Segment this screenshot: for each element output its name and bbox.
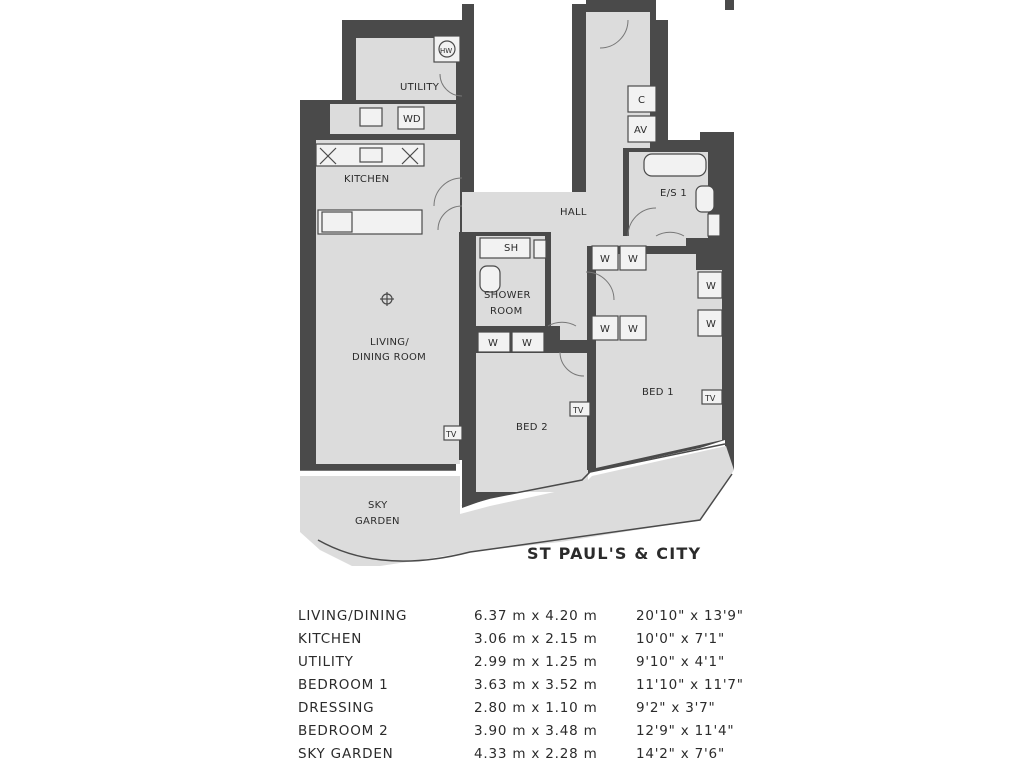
living-label-1: LIVING/ — [370, 337, 410, 348]
shower-room-label-2: ROOM — [490, 306, 523, 317]
w-label: W — [628, 324, 638, 335]
w-label: W — [706, 319, 716, 330]
room-metric-size: 6.37 m x 4.20 m — [474, 608, 598, 624]
shower-wc — [480, 266, 500, 292]
room-row — [298, 606, 758, 629]
utility-label: UTILITY — [400, 82, 440, 93]
room-imperial-size: 14'2" x 7'6" — [636, 746, 725, 762]
room-name: UTILITY — [298, 654, 354, 670]
room-metric-size: 4.33 m x 2.28 m — [474, 746, 598, 762]
room-metric-size: 2.80 m x 1.10 m — [474, 700, 598, 716]
room-name: BEDROOM 1 — [298, 677, 389, 693]
room-imperial-size: 11'10" x 11'7" — [636, 677, 744, 693]
ensuite-basin — [708, 214, 720, 236]
room-imperial-size: 9'2" x 3'7" — [636, 700, 716, 716]
tv-label: TV — [446, 430, 457, 439]
room-row — [298, 698, 758, 721]
tv-label: TV — [705, 394, 716, 403]
room-name: LIVING/DINING — [298, 608, 408, 624]
room-row — [298, 721, 758, 744]
floor-areas — [300, 12, 734, 566]
room-name: DRESSING — [298, 700, 375, 716]
w-label: W — [600, 324, 610, 335]
room-imperial-size: 20'10" x 13'9" — [636, 608, 744, 624]
hob-icon — [322, 212, 352, 232]
room-name: KITCHEN — [298, 631, 363, 647]
kitchen-living — [316, 140, 460, 464]
sky-garden-label-2: GARDEN — [355, 516, 400, 527]
bed1-label: BED 1 — [642, 387, 674, 398]
w-label: W — [488, 338, 498, 349]
w-label: W — [628, 254, 638, 265]
room-imperial-size: 9'10" x 4'1" — [636, 654, 725, 670]
room-row — [298, 744, 758, 767]
room-imperial-size: 12'9" x 11'4" — [636, 723, 735, 739]
room-metric-size: 3.90 m x 3.48 m — [474, 723, 598, 739]
shower-room-label-1: SHOWER — [484, 290, 531, 301]
bathtub — [644, 154, 706, 176]
room-schedule — [298, 606, 758, 767]
shower-basin — [534, 240, 546, 258]
room-metric-size: 3.63 m x 3.52 m — [474, 677, 598, 693]
room-imperial-size: 10'0" x 7'1" — [636, 631, 725, 647]
view-label: ST PAUL'S & CITY — [527, 544, 702, 563]
kitchen-label: KITCHEN — [344, 174, 390, 185]
kitchen-sink — [360, 148, 382, 162]
bed2-label: BED 2 — [516, 422, 548, 433]
ensuite-wc — [696, 186, 714, 212]
c-label: C — [638, 95, 645, 106]
utility-sink — [360, 108, 382, 126]
utility-counter — [330, 104, 456, 134]
room-row — [298, 675, 758, 698]
room-metric-size: 3.06 m x 2.15 m — [474, 631, 598, 647]
wd-label: WD — [403, 114, 421, 125]
living-label-2: DINING ROOM — [352, 352, 427, 363]
hw-label: HW — [440, 47, 453, 55]
room-name: BEDROOM 2 — [298, 723, 389, 739]
sky-garden-label-1: SKY — [368, 500, 388, 511]
es1-label: E/S 1 — [660, 188, 688, 199]
hall-label: HALL — [560, 207, 587, 218]
w-label: W — [600, 254, 610, 265]
room-row — [298, 652, 758, 675]
w-label: W — [522, 338, 532, 349]
w-label: W — [706, 281, 716, 292]
tv-label: TV — [573, 406, 584, 415]
room-row — [298, 629, 758, 652]
room-name: SKY GARDEN — [298, 746, 394, 762]
sh-label: SH — [504, 243, 519, 254]
room-metric-size: 2.99 m x 1.25 m — [474, 654, 598, 670]
av-label: AV — [634, 125, 648, 136]
